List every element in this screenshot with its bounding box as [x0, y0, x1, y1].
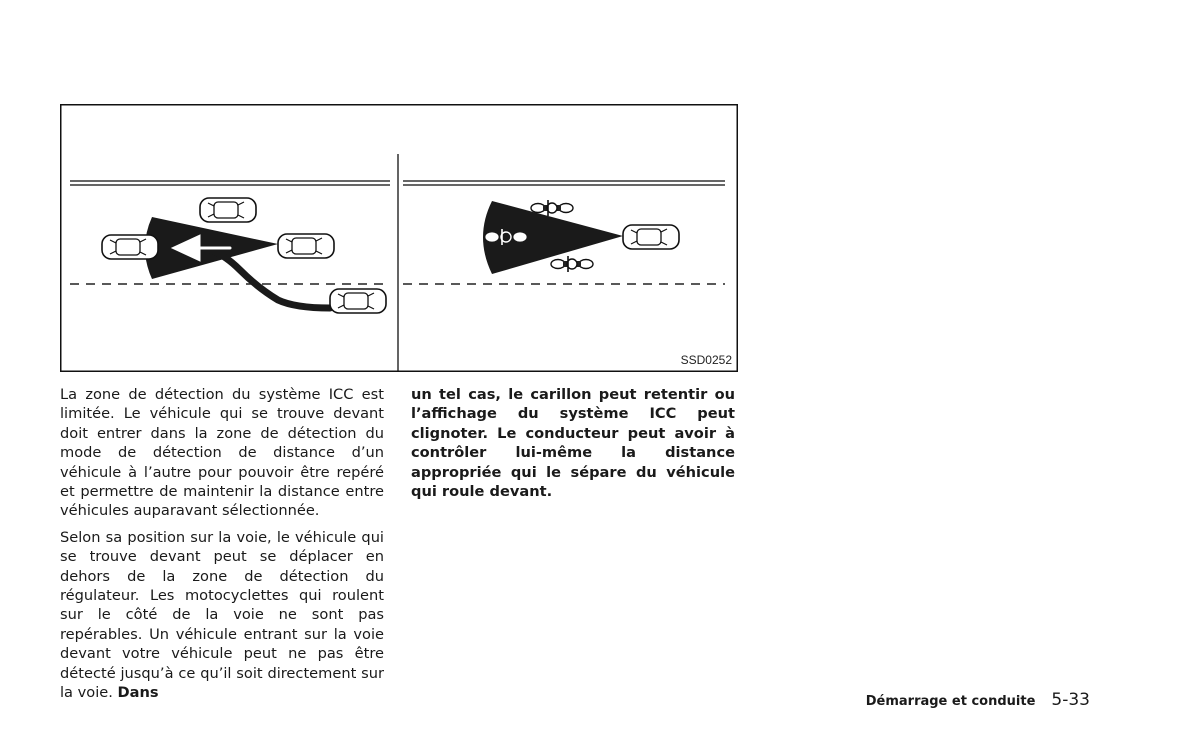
paragraph-warning-bold: un tel cas, le carillon peut retentir ou l’affichage du système ICC peut clignoter. Le conducteur peut avoir à contrôler lui-même la distance appropriée qui le sépare du véhicule qui roule devant.	[411, 386, 735, 501]
car-own-vehicle-right	[623, 225, 679, 249]
car-merging	[330, 289, 386, 313]
paragraph-detection-zone: La zone de détection du système ICC est limitée. Le véhicule qui se trouve devant doit entrer dans la zone de détection du mode de détection de distance d’un véhicule à l’autre pour pouvoir être repéré et permettre de maintenir la distance entre véhicules auparavant sélectionnée.	[60, 386, 384, 520]
section-title: Démarrage et conduite	[865, 694, 1036, 709]
car-upper	[200, 198, 256, 222]
figure-code: SSD0252	[680, 353, 732, 367]
text-column-right	[411, 385, 735, 508]
page-footer	[866, 690, 1090, 710]
car-own-vehicle	[102, 235, 158, 259]
page-number: 5-33	[1051, 690, 1090, 710]
paragraph-position	[60, 528, 384, 703]
text-column-left	[60, 385, 384, 710]
car-ahead-right	[278, 234, 334, 258]
paragraph-position-text: Selon sa position sur la voie, le véhicule qui se trouve devant peut se déplacer en dehors de la zone de détection du régulateur. Les motocyclettes qui roulent sur le côté de la voie ne sont pas repérables. Un véhicule entrant sur la voie devant votre véhicule peut ne pas être détecté jusqu’à ce qu’il soit directement sur la voie.	[60, 528, 384, 702]
icc-detection-illustration	[60, 104, 738, 372]
illustration-svg	[60, 104, 738, 372]
paragraph-position-bold: Dans	[117, 684, 159, 702]
